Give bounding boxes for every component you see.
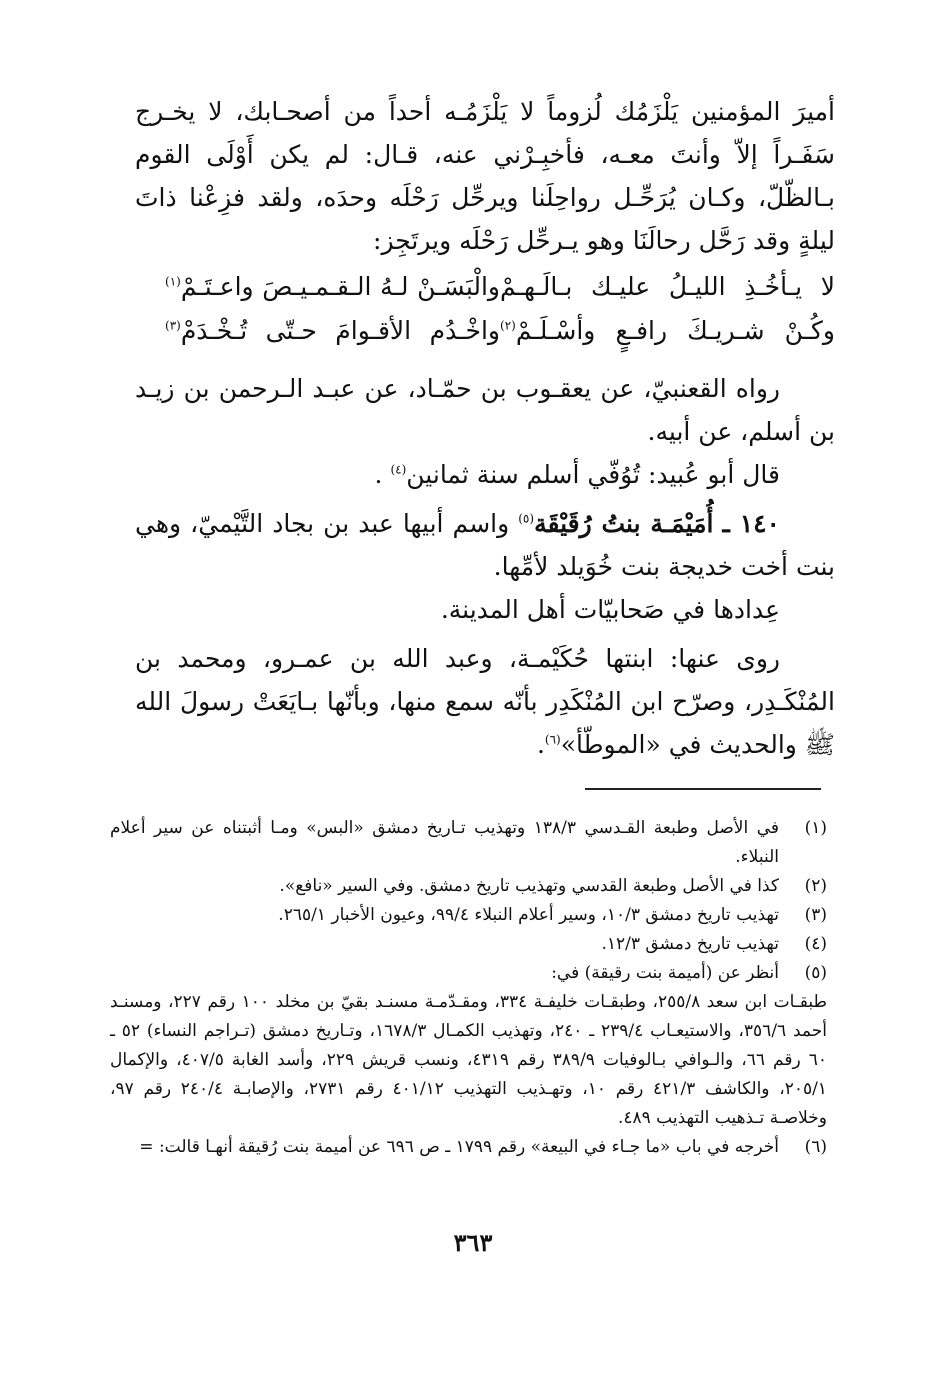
verse-1-second-hemistich: والْبَسَـنْ لـهُ الـقـمـيـصَ واعـتَـمْ$^{(١)}$ xyxy=(165,271,500,301)
footnote-divider xyxy=(585,788,821,790)
poem-verses xyxy=(135,264,835,352)
footnote-text: تهذيب تاريخ دمشق ١٠/٣، وسير أعلام النبلاء ٩٩/٤، وعيون الأخبار ٢٦٥/١. xyxy=(278,905,779,925)
verse-line-2 xyxy=(135,308,835,352)
footnote-number: (٢) xyxy=(804,876,827,896)
footnote-text: في الأصل وطبعة القـدسي ١٣٨/٣ وتهذيب تـاريخ دمشق «البس» ومـا أثبتناه عن سير أعلام النبلاء. xyxy=(110,818,779,867)
footnote-text: أنظر عن (أميمة بنت رقيقة) في: xyxy=(551,963,779,983)
footnote-ref: (٦) xyxy=(544,732,561,747)
footnote-ref: (٣) xyxy=(165,318,181,333)
footnote-6 xyxy=(110,1133,827,1162)
footnote-ref: (٢) xyxy=(500,318,516,333)
footnote-ref: (١) xyxy=(165,274,181,289)
footnote-3 xyxy=(110,901,827,930)
footnote-ref: (٤) xyxy=(390,462,407,477)
entry-name: أُمَيْمَـة بنتُ رُقَيْقَة xyxy=(534,509,714,538)
verse-1-first-hemistich: لا يـأخُـذِ الليـلُ عليـك بـالَـهـمْ xyxy=(500,271,835,301)
footnote-number: (١) xyxy=(804,818,827,838)
footnote-ref: (٥) xyxy=(518,511,535,526)
death-note-paragraph: قال أبو عُبيد: تُوُفّي أسلم سنة ثمانين$^{(٤)}$ . xyxy=(374,460,780,489)
footnote-text: طبقـات ابن سعد ٢٥٥/٨، وطبقـات خليفـة ٣٣٤، ومقـدّمـة مسنـد بقيّ بن مخلد ١٠٠ رقم ٢٢٧، ومسنـد أحمد ٣٥٦/٦، والاستيعـاب ٢٣٩/٤ ـ ٢٤٠، وتهذيب الكمـال ١٦٧٨/٣، وتـاريخ دمشق (تـراجم النساء) ٥٢ ـ ٦٠ رقم ٦٦، والـوافي بـالوفيات ٣٨٩/٩ رقم ٤٣١٩، ونسب قريش ٢٢٩، وأسد الغابة ٤٠٧/٥، والإكمال ٢٠٥/١، والكاشف ٤٢١/٣ رقم ١٠، وتهـذيب التهذيب ٤٠١/١٢ رقم ٢٧٣١، والإصابـة ٢٤٠/٤ رقم ٩٧، وخلاصـة تـذهيب التهذيب ٤٨٩. xyxy=(110,992,827,1128)
entry-number: ١٤٠ ـ xyxy=(722,509,780,538)
footnote-5-sources xyxy=(110,988,827,1133)
main-text-top xyxy=(135,90,835,262)
footnote-1 xyxy=(110,814,827,872)
verse-line-1 xyxy=(135,264,835,308)
paragraph-continuation: أميرَ المؤمنين يَلْزَمُك لُزوماً لا يَلْزَمُـه أحداً من أصحـابك، لا يخـرج سَفَـراً إلاّ وأنتَ معـه، فأخبِـرْني عنه، قـال: لم يكن أَوْلَى القوم بـالظّلّ، وكـان يُرَحِّـل رواحِلَنا ويرحِّل رَحْلَه وحدَه، ولقد فزِعْنا ذاتَ ليلةٍ وقد رَحَّل رحالَنَا وهو يـرحِّل رَحْلَه ويرتَجِز: xyxy=(135,97,835,255)
footnote-text: تهذيب تاريخ دمشق ١٢/٣. xyxy=(601,934,779,954)
narration-paragraph: رواه القعنبيّ، عن يعقـوب بن حمّـاد، عن عبـد الـرحمن بن زيـد بن أسلم، عن أبيه. xyxy=(135,374,835,446)
verse-2-first-hemistich: وكُـنْ شـريـكَ رافـعٍ وأسْـلَـمْ$^{(٢)}$ xyxy=(500,315,835,345)
verse-2-second-hemistich: واخْـدُم الأقـوامَ حـتّى تُـخْـدَمْ$^{(٣)}$ xyxy=(165,315,500,345)
footnote-number: (٤) xyxy=(804,934,827,954)
main-text-middle xyxy=(135,367,835,766)
footnote-number: (٣) xyxy=(804,905,827,925)
page-number: ٣٦٣ xyxy=(453,1228,493,1257)
footnote-number: (٦) xyxy=(804,1137,827,1157)
footnotes xyxy=(110,814,827,1162)
footnote-4 xyxy=(110,930,827,959)
footnote-5 xyxy=(110,959,827,988)
narrators-paragraph: روى عنها: ابنتها حُكَيْمـة، وعبد الله بن عمـرو، ومحمد بن المُنْكَـدِر، وصرّح ابن المُنْكَدِر بأنّه سمع منها، وبأنّها بـايَعَتْ رسولَ الله ﷺ والحديث في «الموطّأ»$^{(٦)}$. xyxy=(135,644,835,759)
footnote-number: (٥) xyxy=(804,963,827,983)
entry-140-paragraph: ١٤٠ ـ أُمَيْمَـة بنتُ رُقَيْقَة$^{(٥)}$ واسم أبيها عبد بن بجاد التَّيْميّ، وهي بنت أخت خديجة بنت خُوَيلد لأمِّها. xyxy=(135,509,835,581)
footnote-text: كذا في الأصل وطبعة القدسي وتهذيب تاريخ دمشق. وفي السير «نافع». xyxy=(279,876,779,896)
residence-paragraph: عِدادها في صَحابيّات أهل المدينة. xyxy=(440,595,780,624)
footnote-text: أخرجه في باب «ما جـاء في البيعة» رقم ١٧٩٩ ـ ص ٦٩٦ عن أميمة بنت رُقيقة أنهـا قالت: = xyxy=(139,1137,779,1157)
footnote-2 xyxy=(110,872,827,901)
